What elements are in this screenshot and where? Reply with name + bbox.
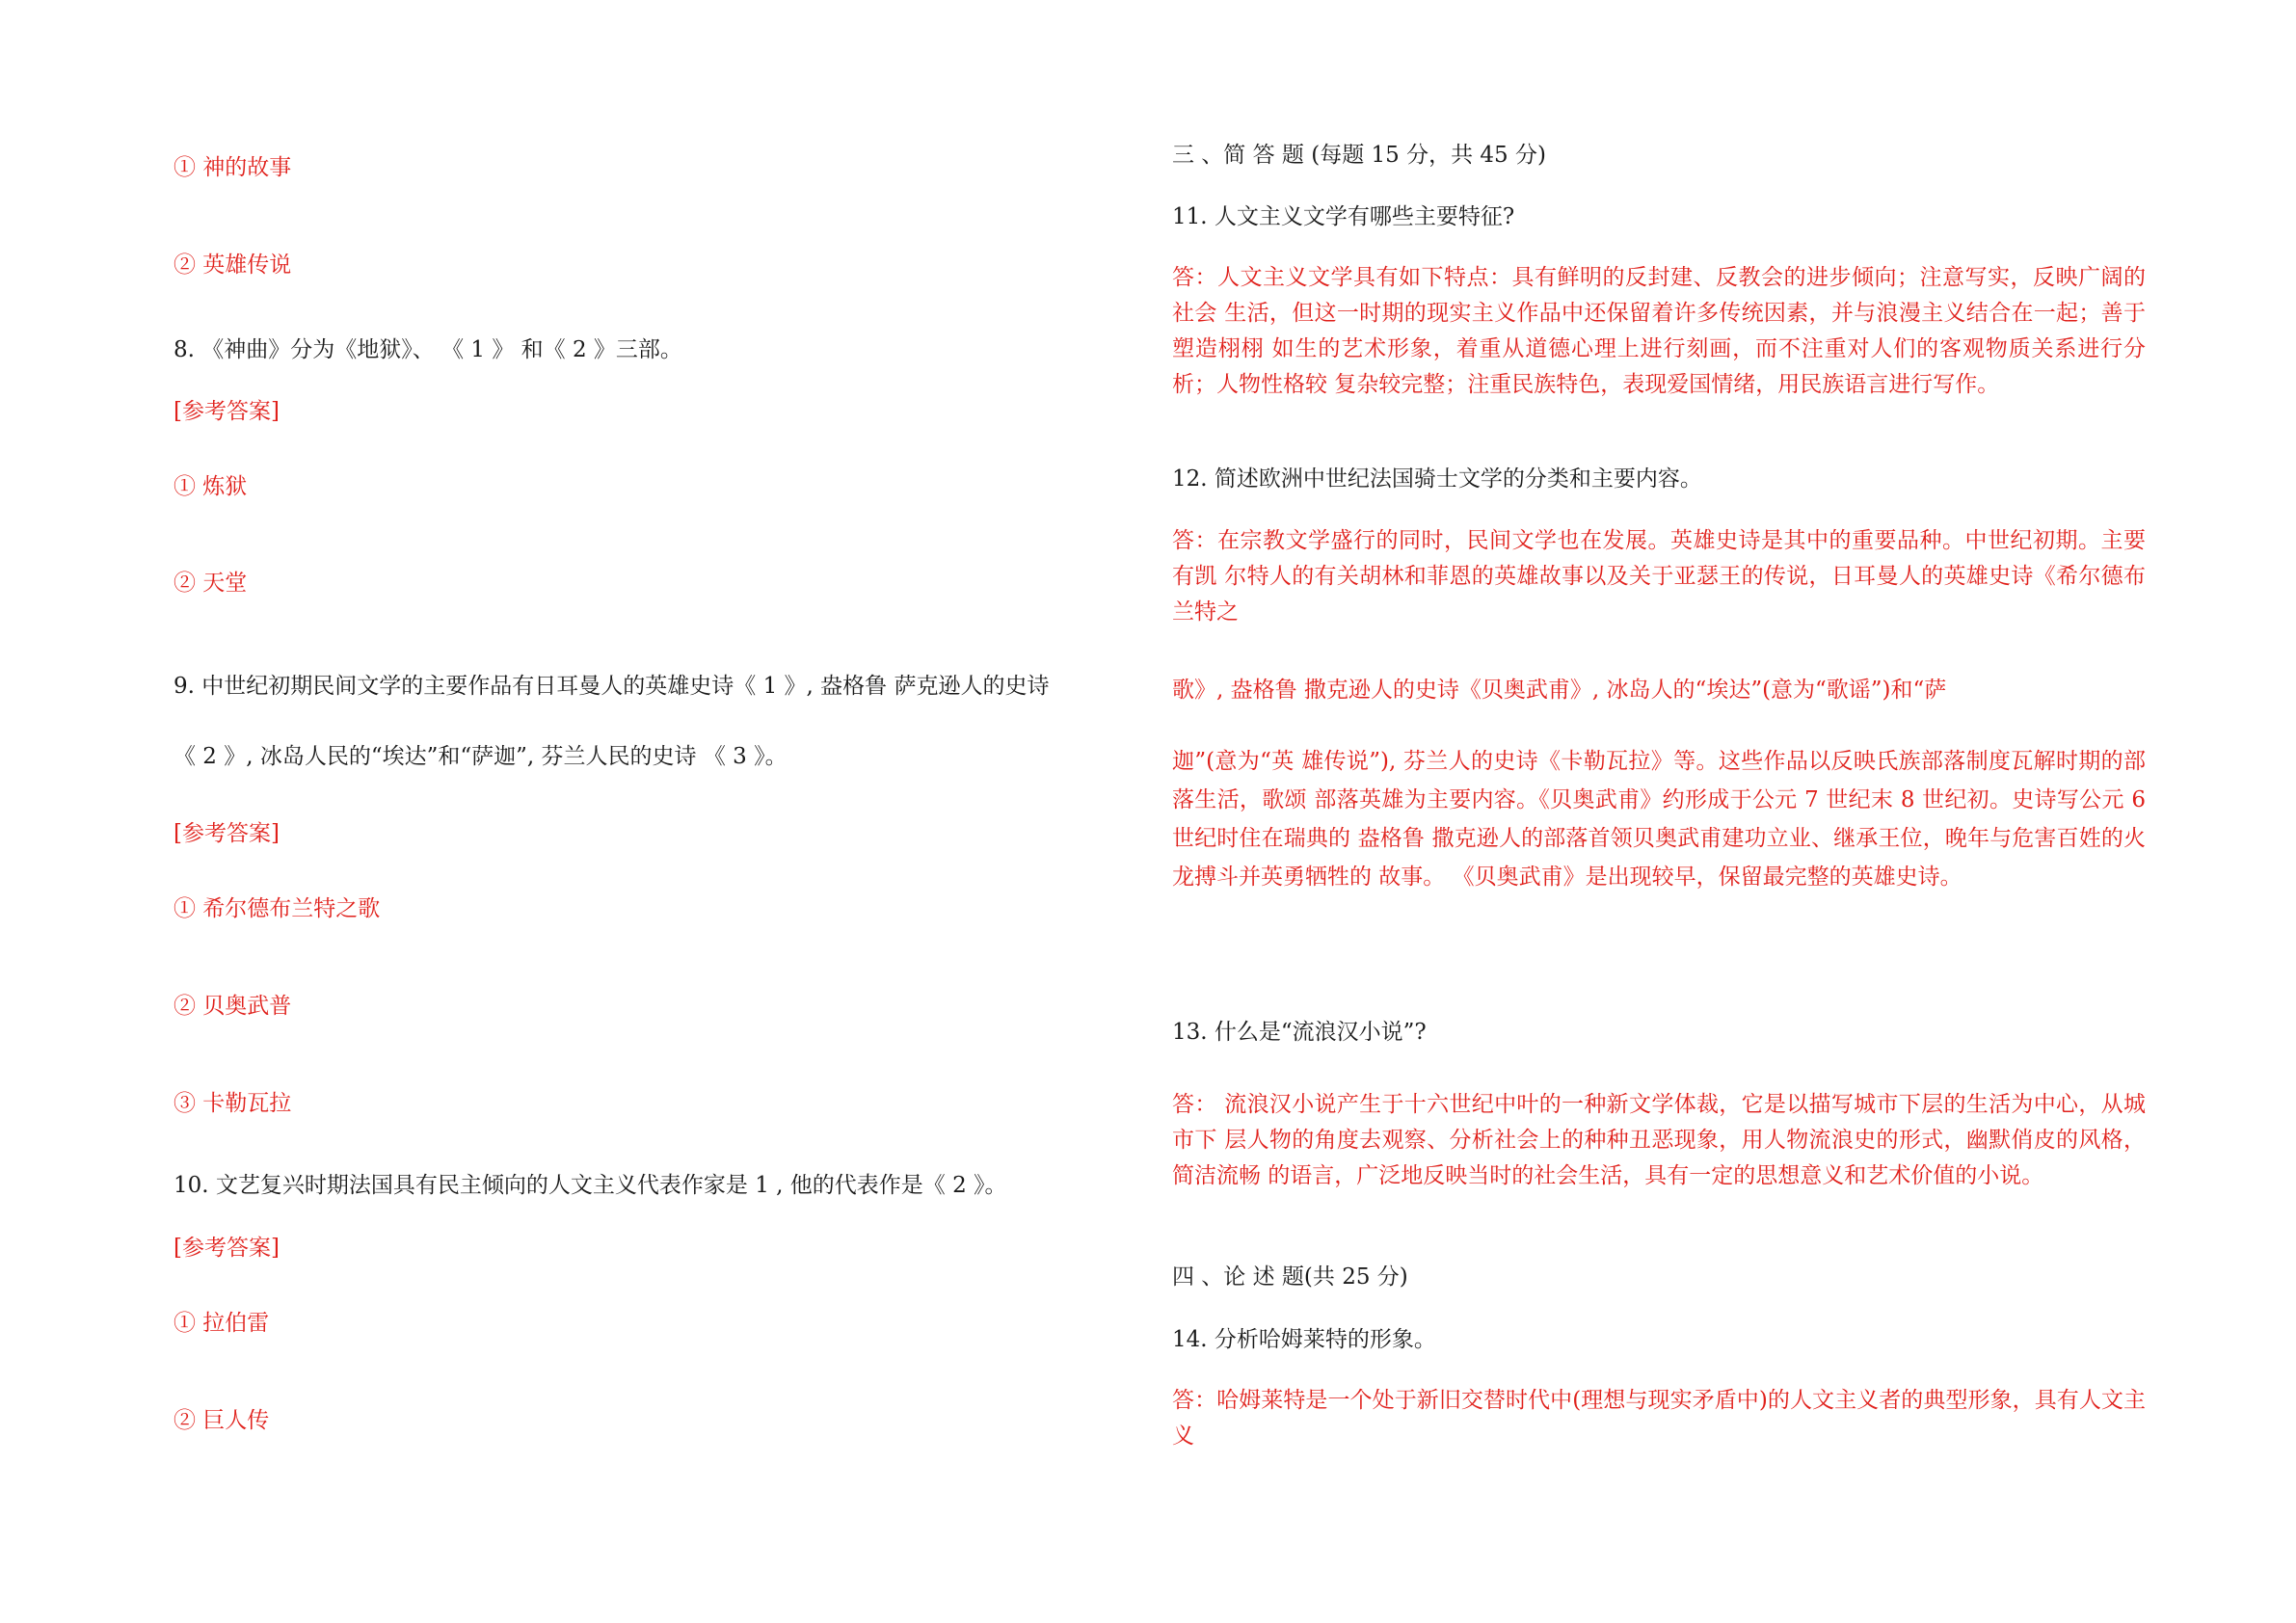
q9-answer-3: ③ 卡勒瓦拉 bbox=[174, 1091, 292, 1116]
q9-reference-label: [参考答案] bbox=[174, 821, 280, 846]
question-11: 11. 人文主义文学有哪些主要特征? bbox=[1172, 204, 1515, 229]
q14-answer: 答：哈姆莱特是一个处于新旧交替时代中(理想与现实矛盾中)的人文主义者的典型形象，具有人文主义 bbox=[1172, 1388, 2146, 1449]
question-13: 13. 什么是“流浪汉小说”? bbox=[1172, 1020, 1427, 1045]
q7-answer-2: ② 英雄传说 bbox=[174, 253, 292, 278]
q8-reference-label: [参考答案] bbox=[174, 399, 280, 424]
q8-answer-2: ② 天堂 bbox=[174, 571, 248, 596]
q10-answer-2: ② 巨人传 bbox=[174, 1408, 270, 1433]
section-4-heading: 四 、论 述 题(共 25 分) bbox=[1172, 1264, 1408, 1290]
q12-answer-part-1: 答：在宗教文学盛行的同时，民间文学也在发展。英雄史诗是其中的重要品种。中世纪初期。主要有凯 尔特人的有关胡林和菲恩的英雄故事以及关于亚瑟王的传说，日耳曼人的英雄史诗《希尔德布兰特之 bbox=[1172, 528, 2146, 625]
q12-answer-part-3: 迦”(意为“英 雄传说”), 芬兰人的史诗《卡勒瓦拉》等。这些作品以反映氏族部落制度瓦解时期的部落生活，歌颂 部落英雄为主要内容。《贝奥武甫》约形成于公元 7 世纪末 8 世纪初。史诗写公元 6 世纪时住在瑞典的 盎格鲁 撒克逊人的部落首领贝奥武甫建功立业、继承王位，晚年与危害百姓的火龙搏斗并英勇牺牲的 故事。 《贝奥武甫》是出现较早，保留最完整的英雄史诗。 bbox=[1172, 749, 2146, 890]
q12-answer-part-2: 歌》, 盎格鲁 撒克逊人的史诗《贝奥武甫》, 冰岛人的“埃达”(意为“歌谣”)和“萨 bbox=[1172, 678, 1947, 703]
q10-answer-1: ① 拉伯雷 bbox=[174, 1311, 270, 1336]
q8-answer-1: ① 炼狱 bbox=[174, 474, 248, 499]
question-8: 8. 《神曲》分为《地狱》、 《 1 》 和《 2 》三部。 bbox=[174, 337, 682, 362]
question-12: 12. 简述欧洲中世纪法国骑士文学的分类和主要内容。 bbox=[1172, 466, 1702, 492]
question-14: 14. 分析哈姆莱特的形象。 bbox=[1172, 1327, 1436, 1352]
q13-answer: 答： 流浪汉小说产生于十六世纪中叶的一种新文学体裁，它是以描写城市下层的生活为中心，从城市下 层人物的角度去观察、分析社会上的种种丑恶现象，用人物流浪史的形式，幽默俏皮的风格，简洁流畅 的语言，广泛地反映当时的社会生活，具有一定的思想意义和艺术价值的小说。 bbox=[1172, 1092, 2146, 1188]
q10-reference-label: [参考答案] bbox=[174, 1236, 280, 1261]
section-3-heading: 三 、简 答 题 (每题 15 分，共 45 分) bbox=[1172, 143, 1546, 168]
q7-answer-1: ① 神的故事 bbox=[174, 155, 292, 180]
question-9-line-2: 《 2 》, 冰岛人民的“埃达”和“萨迦”, 芬兰人民的史诗 《 3 》。 bbox=[174, 744, 788, 769]
q11-answer: 答：人文主义文学具有如下特点：具有鲜明的反封建、反教会的进步倾向；注意写实，反映广阔的社会 生活，但这一时期的现实主义作品中还保留着许多传统因素，并与浪漫主义结合在一起；善于塑造栩栩 如生的艺术形象，着重从道德心理上进行刻画，而不注重对人们的客观物质关系进行分析；人物性格较 复杂较完整；注重民族特色，表现爱国情绪，用民族语言进行写作。 bbox=[1172, 265, 2146, 397]
q9-answer-1: ① 希尔德布兰特之歌 bbox=[174, 896, 381, 921]
question-9-line-1: 9. 中世纪初期民间文学的主要作品有日耳曼人的英雄史诗《 1 》, 盎格鲁 萨克逊人的史诗 bbox=[174, 674, 1050, 699]
q9-answer-2: ② 贝奥武普 bbox=[174, 994, 292, 1019]
question-10: 10. 文艺复兴时期法国具有民主倾向的人文主义代表作家是 1 , 他的代表作是《 2 》。 bbox=[174, 1173, 1007, 1198]
